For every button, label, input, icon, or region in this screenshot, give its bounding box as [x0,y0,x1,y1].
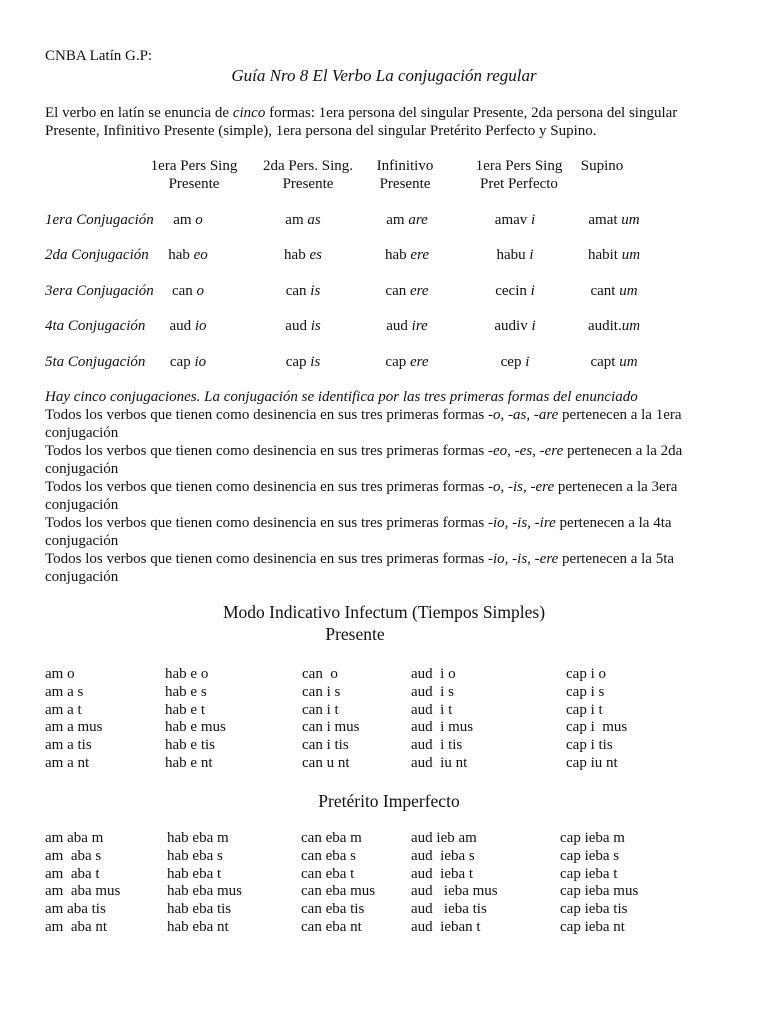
rule-text-end: pertenecen a la 2da conjugación [45,443,683,477]
verb-stem: aud [386,318,412,334]
rule-endings: -o, -is, -ere [488,479,555,495]
verb-ending: is [310,283,321,299]
verb-form: hab eba t [167,865,222,882]
rule-text-start: Todos los verbos que tienen como desinencia en sus tres primeras formas [45,551,489,567]
conjugation-label: 2da Conjugación [45,247,149,263]
verb-form: am aba mus [45,883,121,900]
table-header-cell: Infinitivo [376,158,434,174]
verb-ending: es [309,247,322,263]
verb-form: hab e nt [165,755,213,771]
table-cell [243,246,363,264]
rule-item [45,550,735,586]
rules-lead: Hay cinco conjugaciones. La conjugación se identifica por las tres primeras formas del enunciado [45,389,638,405]
rule-item [45,406,735,442]
table-cell [554,246,674,264]
verb-form: aud i mus [411,719,474,736]
section-subtitle: Presente [325,624,385,644]
table-header-cell: 1era Pers Sing [475,158,563,174]
table-row [0,282,768,300]
verb-stem: cap [169,354,195,370]
verb-form: can eba tis [301,901,365,918]
rule-endings: -io, -is, -ere [488,551,559,567]
section-title: Modo Indicativo Infectum (Tiempos Simples) [222,602,546,622]
verb-ending: as [307,212,321,228]
paradigm-row [0,900,768,918]
conjugation-label: 1era Conjugación [45,212,154,228]
verb-form: hab eba nt [167,919,229,935]
table-row [0,211,768,229]
verb-form: aud ieb am [411,830,477,846]
verb-ending: um [621,247,641,263]
verb-form: am a s [45,683,84,700]
verb-ending: ere [410,247,430,263]
verb-form: hab eba s [167,847,223,864]
intro-text-end: formas: 1era persona del singular Presente, 2da persona del singular Presente, Infinitivo Presente (simple), 1era persona del singular Pretérito Perfecto y Supino. [45,105,678,139]
paradigm-row [0,865,768,883]
rule-endings: -eo, -es, -ere [488,443,564,459]
intro-text-start: El verbo en latín se enuncia de [45,105,233,121]
header-school: CNBA Latín G.P: [45,48,153,64]
table-cell [347,211,467,229]
paradigm-row [0,754,768,772]
verb-stem: habit [587,247,622,263]
rule-item [45,514,735,550]
table-header-cell: Presente [379,176,431,192]
verb-form: aud ieba mus [411,883,498,900]
verb-ending: is [310,318,321,334]
verb-stem: can [285,283,311,299]
verb-form: can u nt [302,755,350,771]
verb-stem: aud [285,318,311,334]
table-cell [554,282,674,300]
rule-text-end: pertenecen a la 4ta conjugación [45,515,672,549]
table-header-cell: Presente [282,176,334,192]
table-cell [347,353,467,371]
conjugation-label: 3era Conjugación [45,283,154,299]
verb-form: cap i t [566,701,603,718]
verb-stem: can [171,283,197,299]
verb-stem: aud [169,318,195,334]
table-header-cell: 2da Pers. Sing. [263,158,353,174]
paradigm-row [0,918,768,936]
verb-ending: o [195,212,203,228]
verb-form: am a t [45,701,82,718]
intro-emphasis: cinco [232,105,266,121]
verb-stem: am [285,212,308,228]
verb-form: cap ieba t [560,865,618,882]
verb-stem: am [173,212,196,228]
verb-form: aud i tis [411,737,463,754]
table-header-cell: Presente [168,176,220,192]
rule-item [45,478,735,514]
table-cell [243,211,363,229]
verb-form: cap i tis [566,737,613,754]
paradigm-row [0,665,768,683]
verb-ending: um [619,354,638,370]
verb-form: can eba mus [301,883,376,900]
verb-stem: hab [168,247,194,263]
table-cell [554,211,674,229]
verb-form: aud ieba t [411,865,474,882]
table-cell [128,246,248,264]
verb-stem: cap [385,354,410,370]
verb-form: hab eba m [167,830,229,846]
verb-stem: cant [590,283,620,299]
verb-form: aud iu nt [411,755,468,771]
table-header-cell: 1era Pers Sing [150,158,238,174]
verb-ending: ire [411,318,428,334]
table-row [0,317,768,335]
verb-stem: habu [496,247,530,263]
verb-form: cap ieba s [560,847,620,864]
paradigm-row [0,683,768,701]
rule-text-start: Todos los verbos que tienen como desinencia en sus tres primeras formas [45,515,489,531]
rule-text-start: Todos los verbos que tienen como desinencia en sus tres primeras formas [45,479,489,495]
rule-endings: -o, -as, -are [488,407,559,423]
verb-ending: are [408,212,428,228]
imperfecto-title: Pretérito Imperfecto [318,791,460,811]
paradigm-row [0,882,768,900]
table-cell [243,353,363,371]
verb-form: am aba m [45,830,104,846]
table-cell [128,211,248,229]
verb-stem: amat [588,212,622,228]
table-header-cell: Supino [580,158,624,174]
verb-form: can o [302,666,338,682]
verb-form: hab e o [165,666,209,682]
verb-form: aud i s [411,683,454,700]
verb-form: hab e mus [165,719,226,736]
verb-stem: audiv [494,318,532,334]
verb-ending: ere [409,354,429,370]
verb-form: am aba tis [45,901,106,918]
verb-ending: is [310,354,321,370]
table-cell [128,317,248,335]
table-row [0,353,768,371]
verb-ending: o [196,283,205,299]
conjugation-label: 5ta Conjugación [45,354,146,370]
verb-stem: hab [284,247,310,263]
verb-form: can eba m [301,830,362,846]
verb-form: aud ieba tis [411,901,487,918]
verb-stem: am [386,212,409,228]
table-header-cell: Pret Perfecto [480,176,558,192]
verb-form: can i mus [302,719,360,736]
table-cell [128,353,248,371]
verb-form: am o [45,666,75,682]
paradigm-row [0,829,768,847]
verb-ending: eo [193,247,208,263]
rule-item [45,442,735,478]
verb-form: can i s [302,683,341,700]
verb-form: aud i t [411,701,453,718]
verb-ending: io [194,318,207,334]
verb-form: cap i o [566,666,606,682]
verb-form: hab eba mus [167,883,242,900]
verb-stem: can [385,283,410,299]
verb-stem: cap [285,354,311,370]
verb-form: can i tis [302,737,349,754]
verb-ending: i [531,212,536,228]
verb-stem: audit. [587,318,622,334]
verb-ending: i [525,354,530,370]
rule-text-end: pertenecen a la 3era conjugación [45,479,678,513]
verb-stem: cep [500,354,526,370]
paradigm-row [0,736,768,754]
verb-form: cap ieba tis [560,901,628,918]
verb-form: am aba s [45,847,102,864]
verb-form: cap i mus [566,719,628,736]
verb-form: hab e tis [165,737,215,754]
verb-form: can eba s [301,847,356,864]
intro-paragraph [45,104,735,140]
verb-stem: hab [384,247,411,263]
verb-form: can eba t [301,865,355,882]
verb-ending: i [530,283,535,299]
verb-ending: ere [409,283,429,299]
verb-form: aud i o [411,666,456,682]
verb-form: hab e t [165,701,205,718]
table-cell [347,282,467,300]
verb-ending: um [621,318,641,334]
conjugation-label: 4ta Conjugación [45,318,146,334]
verb-form: hab e s [165,683,207,700]
table-row [0,246,768,264]
rule-text-end: pertenecen a la 1era conjugación [45,407,682,441]
table-cell [128,282,248,300]
paradigm-row [0,847,768,865]
table-cell [243,317,363,335]
verb-form: am a tis [45,737,92,754]
paradigm-row [0,701,768,719]
verb-form: cap i s [566,683,605,700]
verb-ending: i [529,247,534,263]
verb-form: am a nt [45,755,90,771]
rule-text-start: Todos los verbos que tienen como desinencia en sus tres primeras formas [45,443,489,459]
table-cell [554,317,674,335]
verb-stem: amav [494,212,532,228]
verb-stem: capt [590,354,620,370]
verb-form: am aba nt [45,919,108,935]
table-cell [243,282,363,300]
verb-ending: i [531,318,536,334]
verb-form: am a mus [45,719,103,736]
verb-form: cap ieba m [560,830,625,846]
verb-form: cap ieba nt [560,919,625,935]
table-cell [347,246,467,264]
verb-ending: io [194,354,207,370]
verb-form: cap iu nt [566,755,618,771]
rule-text-start: Todos los verbos que tienen como desinencia en sus tres primeras formas [45,407,489,423]
rule-endings: -io, -is, -ire [488,515,556,531]
verb-stem: cecin [495,283,531,299]
rule-text-end: pertenecen a la 5ta conjugación [45,551,675,585]
verb-form: am aba t [45,865,100,882]
paradigm-row [0,718,768,736]
table-cell [554,353,674,371]
verb-form: can eba nt [301,919,362,935]
verb-ending: um [621,212,640,228]
verb-form: aud ieban t [411,919,481,935]
verb-form: cap ieba mus [560,883,639,900]
verb-form: can i t [302,701,339,718]
document-title: Guía Nro 8 El Verbo La conjugación regular [231,66,537,85]
verb-form: aud ieba s [411,847,475,864]
verb-form: hab eba tis [167,901,232,918]
table-cell [347,317,467,335]
verb-ending: um [619,283,638,299]
